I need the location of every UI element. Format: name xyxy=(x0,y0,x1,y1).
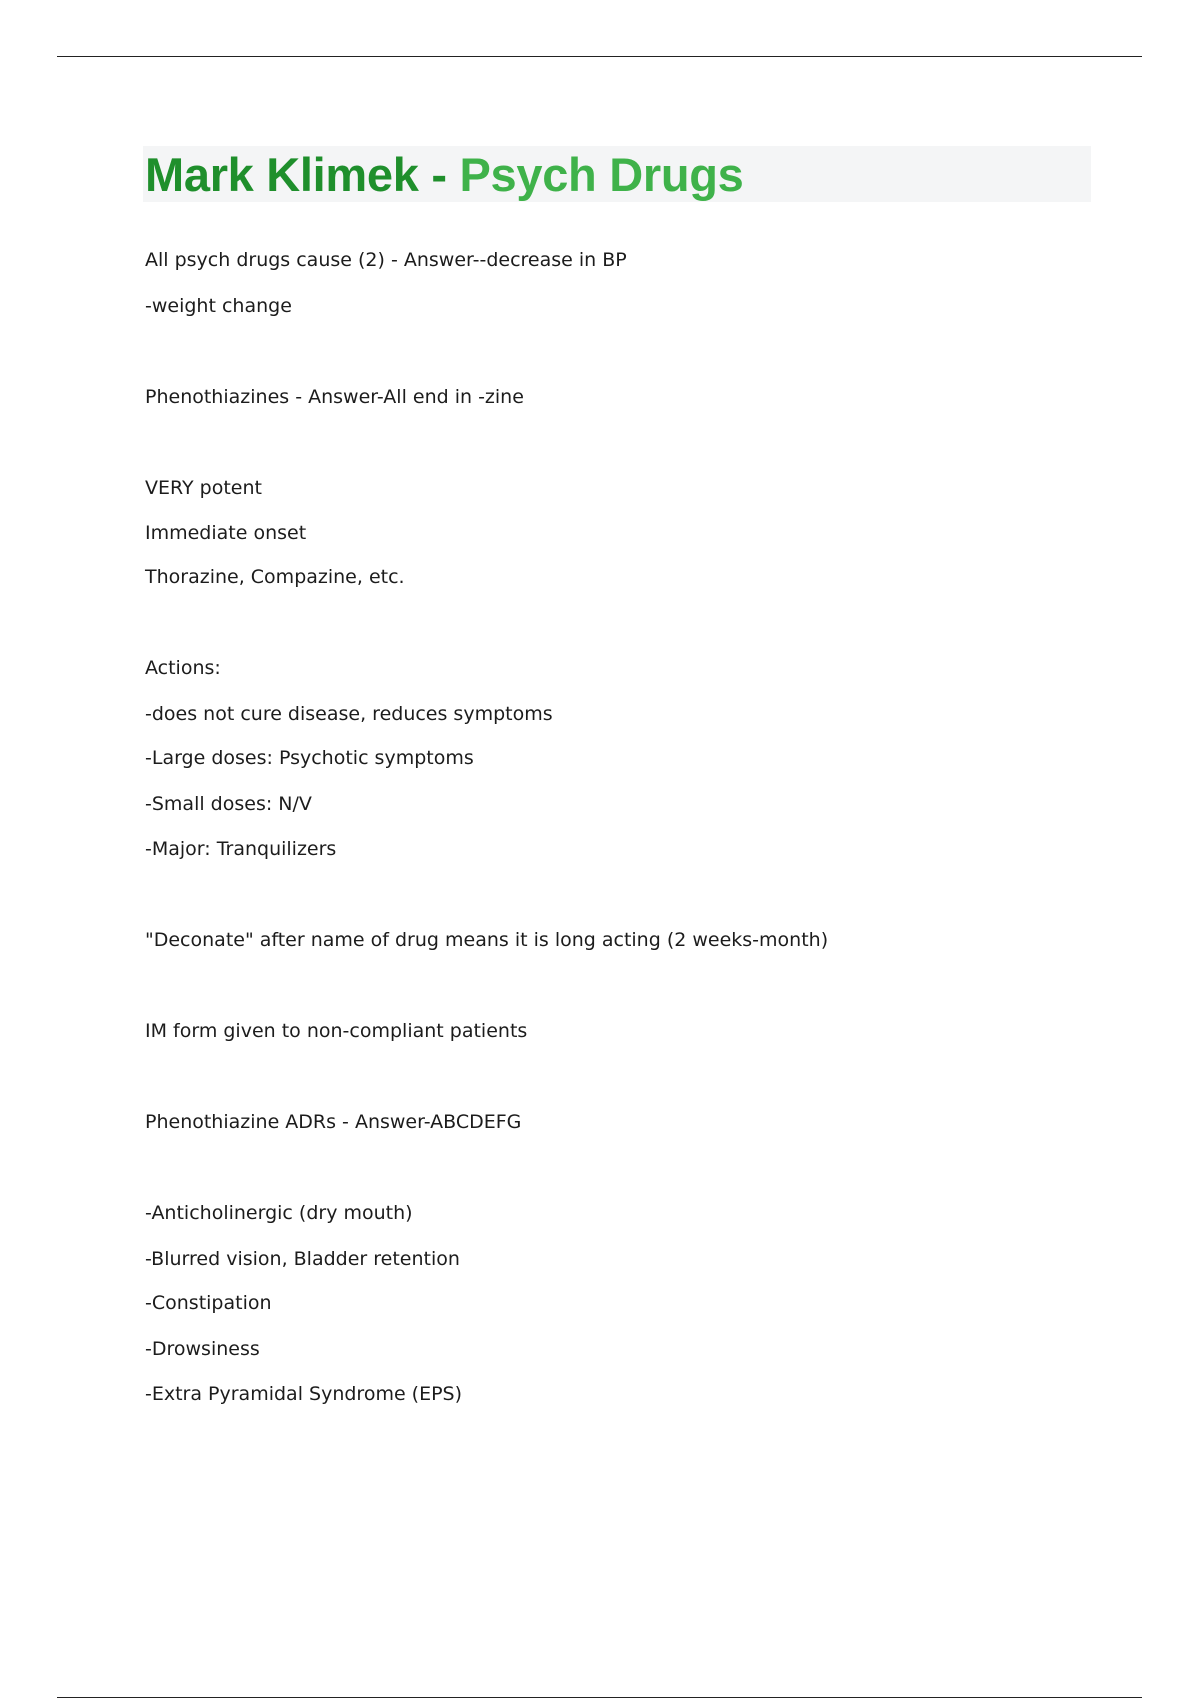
document-title xyxy=(145,147,744,203)
text-line: -does not cure disease, reduces symptoms xyxy=(145,703,553,725)
text-line: Immediate onset xyxy=(145,522,307,544)
text-line: -Large doses: Psychotic symptoms xyxy=(145,747,474,769)
text-line: -Constipation xyxy=(145,1292,272,1314)
text-line: -Drowsiness xyxy=(145,1338,260,1360)
text-line: -Blurred vision, Bladder retention xyxy=(145,1248,460,1270)
text-line: -Small doses: N/V xyxy=(145,793,312,815)
document-title-part1: Mark Klimek - xyxy=(145,148,447,201)
text-line: -Anticholinergic (dry mouth) xyxy=(145,1202,413,1224)
text-line: "Deconate" after name of drug means it is long acting (2 weeks-month) xyxy=(145,929,829,951)
text-line: All psych drugs cause (2) - Answer--decrease in BP xyxy=(145,249,627,271)
text-line: -Extra Pyramidal Syndrome (EPS) xyxy=(145,1383,463,1405)
text-line: -Major: Tranquilizers xyxy=(145,838,337,860)
text-line: IM form given to non-compliant patients xyxy=(145,1020,528,1042)
text-line: Phenothiazine ADRs - Answer-ABCDEFG xyxy=(145,1111,522,1133)
document-title-part2: Psych Drugs xyxy=(459,148,744,201)
page-bottom-rule xyxy=(57,1697,1142,1698)
text-line: Thorazine, Compazine, etc. xyxy=(145,566,405,588)
page-top-rule xyxy=(57,56,1142,57)
text-line: -weight change xyxy=(145,295,292,317)
text-line: Actions: xyxy=(145,657,221,679)
text-line: VERY potent xyxy=(145,477,262,499)
text-line: Phenothiazines - Answer-All end in -zine xyxy=(145,386,524,408)
